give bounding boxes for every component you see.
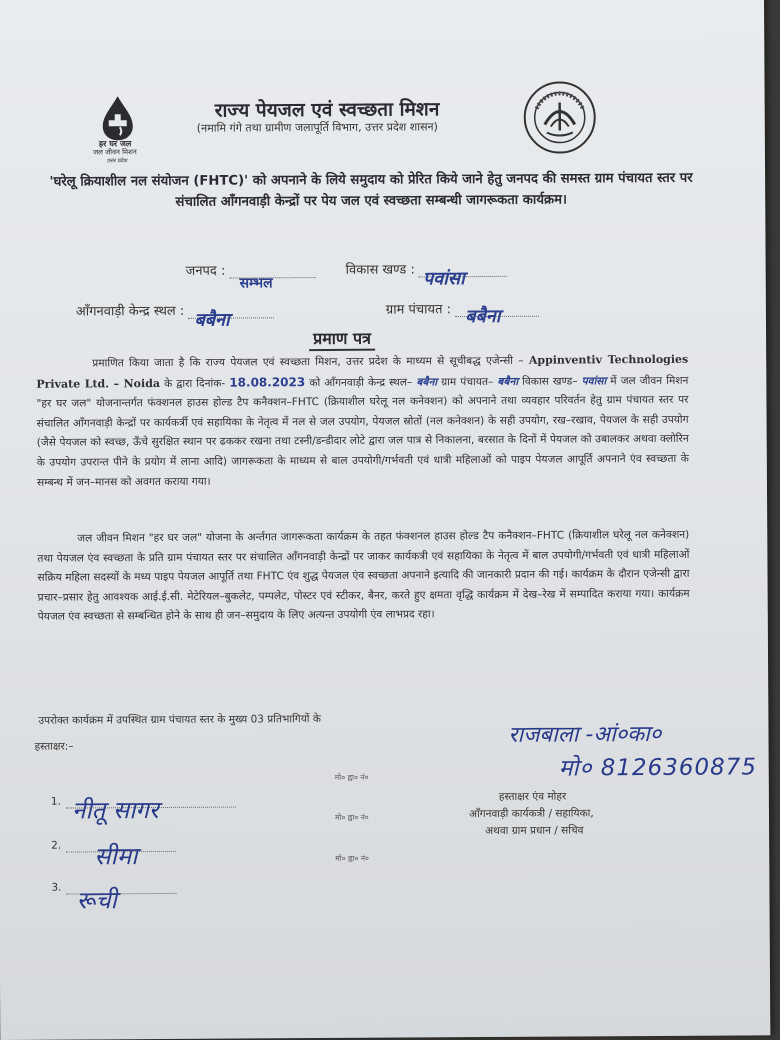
block-value: पवांसा: [422, 268, 465, 290]
sign-seal-label: हस्ताक्षर एंव मोहर: [498, 790, 567, 803]
anganwadi-value-line: [188, 309, 274, 331]
p1-text-e: विकास खण्ड–: [522, 375, 578, 388]
logo-line-1: हर घर जल: [98, 139, 132, 149]
mobile-label-3: मो० ह्वा० नं०: [335, 853, 369, 863]
sign-role-2: अथवा ग्राम प्रधान / सचिव: [485, 824, 584, 838]
agency-name: Appinventiv Technologies Private Ltd. – Noida: [36, 352, 689, 391]
gram-field: [385, 299, 539, 328]
mission-title: राज्य पेयजल एवं स्वच्छता मिशन: [214, 98, 440, 122]
janpad-value: सम्भल: [239, 275, 273, 292]
logo-line-3: उत्तर प्रदेश: [106, 158, 128, 165]
janpad-label: जनपद :: [185, 263, 226, 279]
janpad-field: [185, 260, 316, 292]
state-emblem-icon: [523, 80, 597, 154]
sign-role-1: आँगनवाड़ी कार्यकत्री / सहायिका,: [468, 807, 594, 821]
p1-text-b: के द्वारा दिनांक-: [164, 377, 226, 390]
har-ghar-jal-logo: [73, 94, 163, 165]
certificate-title: प्रमाण पत्र: [309, 327, 375, 351]
mobile-label-2: मो० ह्वा० नं०: [334, 812, 369, 822]
participant-2-signature: सीमा: [94, 842, 138, 871]
program-heading: 'घरेलू क्रियाशील नल संयोजन (FHTC)' को अपनाने के लिये समुदाय को प्रेरित किये जाने हेतु जनपद की समस्त ग्राम पंचायत स्तर पर संचालित आँगनवाड़ी केन्द्रों पर पेय जल एवं स्वच्छता सम्बन्धी जागरूकता कार्यक्रम।: [49, 170, 693, 210]
handwritten-worker-name: राजबाला -आं०का०: [508, 721, 662, 748]
participant-2: [51, 833, 176, 871]
participant-1-signature: नीतू सागर: [71, 796, 159, 825]
handwritten-mobile: मो० 8126360875: [558, 754, 758, 782]
block-value-line: [419, 268, 507, 290]
block-field: [345, 259, 507, 290]
certificate-paragraph-2: जल जीवन मिशन "हर घर जल" योजना के अर्न्तगत जागरूकता कार्यक्रम के तहत फंक्शनल हाउस होल्ड टैप कनैक्शन–FHTC (क्रियाशील घरेलू नल कनेक्शन) तथा पेयजल एंव स्वच्छता के प्रति ग्राम पंचायत स्तर पर संचालित आँगनवाड़ी केन्द्रों पर जाकर कार्यकत्री एवं सहायिका के नेतृत्व में बाल उपयोगी/गर्भवती एवं धात्री महिलाओं सक्रिय महिला सदस्यों के मध्य पाइप पेयजल आपूर्ति तथा FHTC एंव शुद्ध पेयजल एंव स्वच्छता अपनाने इत्यादि की जानकारी प्रदान की गई। कार्यक्रम के दौरान एजेन्सी द्वारा प्रचार–प्रसार हेतु आवश्यक आई.ई.सी. मेटेरियल–बुकलेट, पम्पलेट, पोस्टर एवं स्टीकर, बैनर, करते हुए क्षमता वृद्धि कार्यक्रम में देख–रेख में सम्पादित कराया गया। कार्यक्रम पेयजल एंव स्वच्छता से सम्बन्धित होने के साथ ही जन–समुदाय के लिए अत्यन्त उपयोगी एंव लाभप्रद रहा।: [37, 528, 690, 624]
p1-text-f: में जल जीवन मिशन "हर घर जल" योजनान्तर्गत फंक्शनल हाउस होल्ड टैप कनैक्शन–FHTC (क्रियाशील घरेलू नल कनेक्शन) को अपनाने तथा व्यवहार परिवर्तन हेतु ग्राम पंचायत स्तर पर संचालित आँगनवाड़ी केन्द्रों पर कार्यकर्त्री एवं सहायिका के नेतृत्व में नल से जल उपयोग, पेयजल स्रोतों (नल कनेक्शन) के सही उपयोग, रख–रखाव, पेयजल के सही उपयोग (जैसे पेयजल को स्वच्छ, ऊँचे सुरक्षित स्थान पर ढककर रखना तथा टस्नी/डन्डीदार लोटे द्वारा जल पात्र से निकालना, बरसात के दिनों में पेयजल को उबालकर अथवा क्लोरिन के उपयोग उपरान्त पीने के प्रयोग में लाना आदि) जागरूकता के माध्यम से बाल उपयोगी/गर्भवती एवं धात्री महिलाओं को पाइप पेयजल आपूर्ति अपनाने एंव स्वच्छता के सम्बन्ध में जन–मानस को अवगत कराया गया।: [36, 374, 689, 489]
participant-1-number: 1.: [50, 795, 61, 808]
participant-2-number: 2.: [51, 839, 62, 852]
anganwadi-value: बबैना: [194, 309, 230, 331]
uttar-pradesh-emblem: [523, 80, 597, 154]
gram-value-line: [455, 305, 539, 328]
participants-intro-2: हस्ताक्षर:–: [34, 740, 74, 753]
anganwadi-field: [75, 300, 275, 331]
participant-3-line: [67, 886, 177, 915]
p1-gram-value: बबैना: [497, 375, 519, 388]
participants-intro: उपरोक्त कार्यक्रम में उपस्थित ग्राम पंचायत स्तर के मुख्य 03 प्रतिभागियों के: [38, 713, 321, 727]
mobile-label-1: मो० ह्वा० नं०: [334, 772, 369, 782]
participant-3-signature: रूची: [76, 886, 117, 915]
participant-3-number: 3.: [51, 881, 62, 894]
gram-value: बबैना: [465, 305, 501, 328]
anganwadi-label: आँगनवाड़ी केन्द्र स्थल :: [75, 303, 185, 320]
p1-block-value: पवांसा: [581, 374, 607, 388]
p1-text-d: ग्राम पंचायत–: [441, 375, 494, 388]
participant-3: [51, 875, 176, 915]
mission-subtitle: (नमामि गंगे तथा ग्रामीण जलापूर्ति विभाग, उत्तर प्रदेश शासन): [196, 120, 438, 135]
p1-text-c: को आँगनवाड़ी केन्द्र स्थल–: [309, 376, 413, 389]
p1-text-a: प्रमाणित किया जाता है कि राज्य पेयजल एवं स्वच्छता मिशन, उत्तर प्रदेश के माध्यम से सूचीबद्ध एजेन्सी –: [92, 354, 524, 370]
janpad-value-line: [230, 275, 316, 292]
block-label: विकास खण्ड :: [345, 262, 415, 278]
participant-2-line: [66, 842, 176, 871]
participant-1: [50, 789, 236, 825]
program-date: 18.08.2023: [229, 374, 306, 390]
participant-1-line: [66, 796, 236, 825]
gram-label: ग्राम पंचायत :: [385, 302, 452, 318]
logo-line-2: जल जीवन मिशन: [92, 148, 137, 157]
p1-anganwadi-value: बबैना: [416, 375, 438, 389]
certificate-paragraph-1: [36, 350, 689, 493]
